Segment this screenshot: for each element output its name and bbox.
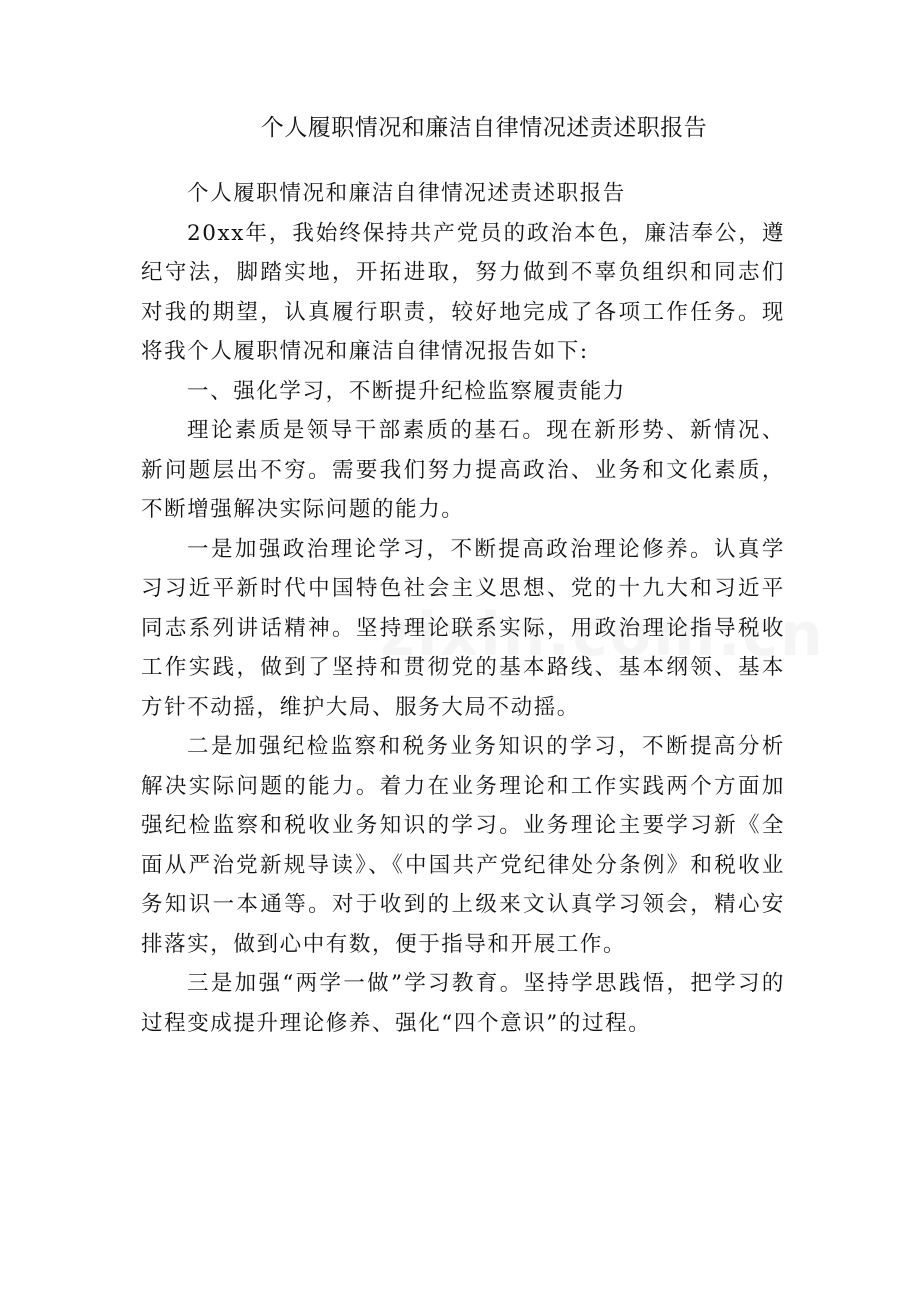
document-body	[141, 174, 785, 1043]
paragraph-point-2: 二是加强纪检监察和税务业务知识的学习，不断提高分析解决实际问题的能力。着力在业务理论和工作实践两个方面加强纪检监察和税收业务知识的学习。业务理论主要学习新《全面从严治党新规导读》、《中国共产党纪律处分条例》和税收业务知识一本通等。对于收到的上级来文认真学习领会，精心安排落实，做到心中有数，便于指导和开展工作。	[141, 734, 785, 957]
paragraph-theory: 理论素质是领导干部素质的基石。现在新形势、新情况、新问题层出不穷。需要我们努力提高政治、业务和文化素质，不断增强解决实际问题的能力。	[141, 418, 785, 522]
paragraph-heading-repeat: 个人履职情况和廉洁自律情况述责述职报告	[187, 181, 626, 206]
section-heading-1: 一、强化学习，不断提升纪检监察履责能力	[187, 378, 626, 404]
paragraph-intro: 20xx年，我始终保持共产党员的政治本色，廉洁奉公，遵纪守法，脚踏实地，开拓进取，努力做到不辜负组织和同志们对我的期望，认真履行职责，较好地完成了各项工作任务。现将我个人履职情况和廉洁自律情况报告如下:	[141, 220, 785, 364]
paragraph-point-1: 一是加强政治理论学习，不断提高政治理论修养。认真学习习近平新时代中国特色社会主义思想、党的十九大和习近平同志系列讲话精神。坚持理论联系实际，用政治理论指导税收工作实践，做到了坚持和贯彻党的基本路线、基本纲领、基本方针不动摇，维护大局、服务大局不动摇。	[141, 536, 785, 720]
paragraph-point-3: 三是加强“两学一做”学习教育。坚持学思践悟，把学习的过程变成提升理论修养、强化“四个意识”的过程。	[141, 971, 785, 1036]
document-title: 个人履职情况和廉洁自律情况述责述职报告	[260, 115, 708, 141]
